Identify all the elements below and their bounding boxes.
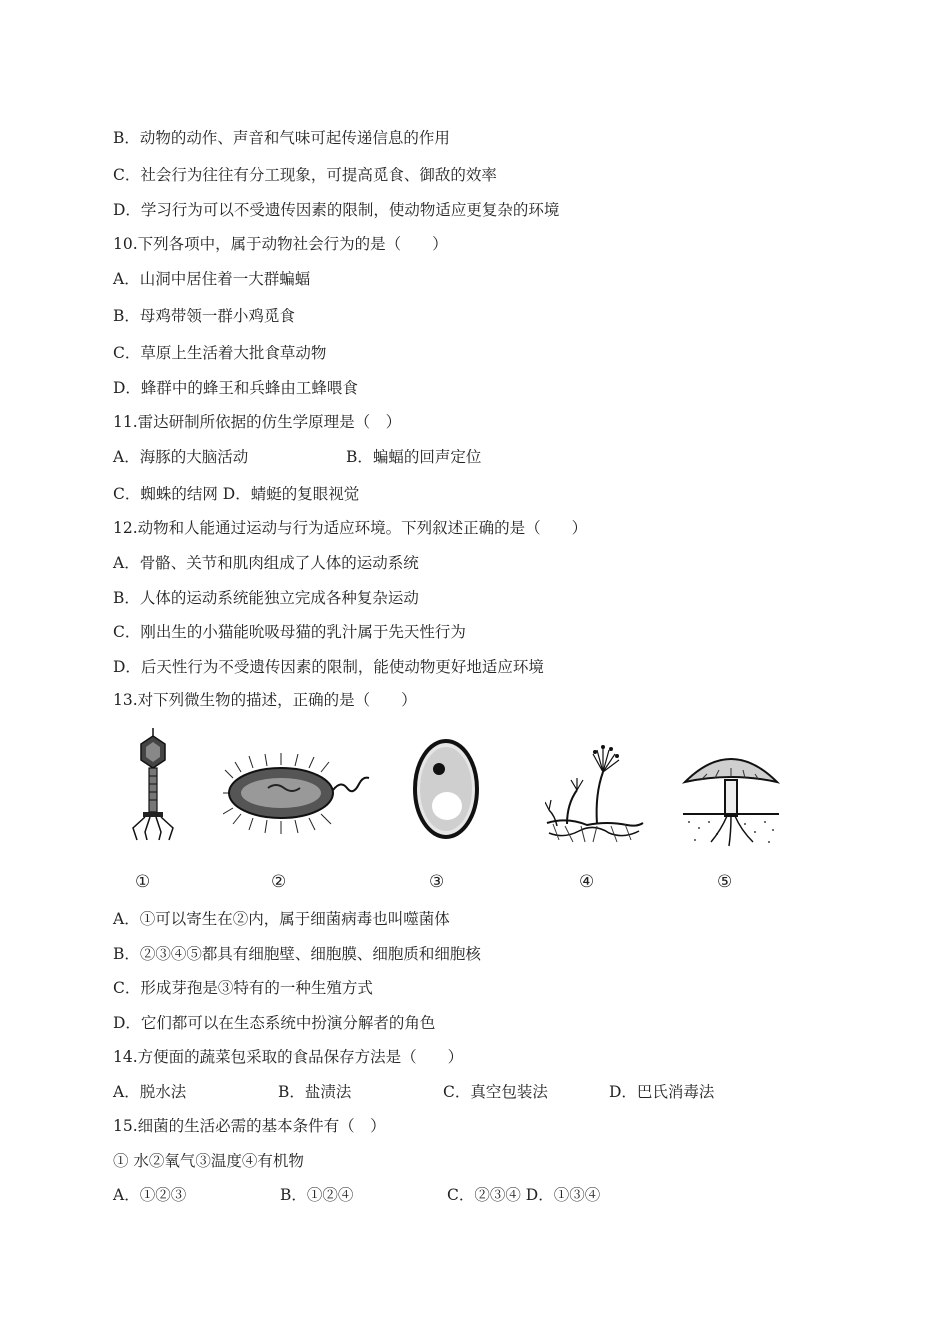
- q11-option-b: B．蝙蝠的回声定位: [346, 448, 482, 466]
- q11-option-a: A．海豚的大脑活动: [113, 448, 249, 466]
- q13-option-c: C．形成芽孢是③特有的一种生殖方式: [113, 979, 373, 997]
- q14-option-c: C．真空包装法: [443, 1083, 548, 1101]
- q9-option-c: C．社会行为往往有分工现象，可提高觅食、御敌的效率: [113, 166, 497, 184]
- q12-option-b: B．人体的运动系统能独立完成各种复杂运动: [113, 589, 419, 607]
- yeast-illustration: [411, 734, 481, 844]
- q12-option-a: A．骨骼、关节和肌肉组成了人体的运动系统: [113, 554, 419, 572]
- mushroom-illustration: [681, 742, 781, 852]
- q13-option-d: D．它们都可以在生态系统中扮演分解者的角色: [113, 1014, 436, 1032]
- q13-option-a: A．①可以寄生在②内，属于细菌病毒也叫噬菌体: [113, 910, 450, 928]
- bacteriophage-illustration: [123, 728, 183, 843]
- q12-stem: 12.动物和人能通过运动与行为适应环境。下列叙述正确的是（ ）: [113, 519, 588, 537]
- q15-option-b: B．①②④: [280, 1186, 354, 1204]
- q11-option-cd: C．蜘蛛的结网 D．蜻蜓的复眼视觉: [113, 485, 360, 503]
- q14-option-a: A．脱水法: [113, 1083, 187, 1101]
- q9-option-d: D．学习行为可以不受遗传因素的限制，使动物适应更复杂的环境: [113, 201, 560, 219]
- q10-option-b: B．母鸡带领一群小鸡觅食: [113, 307, 295, 325]
- q15-option-a: A．①②③: [113, 1186, 187, 1204]
- figure-label-1: ①: [135, 872, 151, 892]
- q10-stem: 10.下列各项中，属于动物社会行为的是（ ）: [113, 235, 448, 253]
- q15-conditions: ① 水②氧气③温度④有机物: [113, 1152, 304, 1170]
- q15-option-cd: C．②③④ D．①③④: [447, 1186, 601, 1204]
- figure-label-2: ②: [271, 872, 287, 892]
- q12-option-d: D．后天性行为不受遗传因素的限制，能使动物更好地适应环境: [113, 658, 544, 676]
- q15-stem: 15.细菌的生活必需的基本条件有（ ）: [113, 1117, 386, 1135]
- q13-stem: 13.对下列微生物的描述，正确的是（ ）: [113, 691, 417, 709]
- q14-option-d: D．巴氏消毒法: [609, 1083, 715, 1101]
- q9-option-b: B．动物的动作、声音和气味可起传递信息的作用: [113, 129, 450, 147]
- q10-option-d: D．蜂群中的蜂王和兵蜂由工蜂喂食: [113, 379, 358, 397]
- q10-option-c: C．草原上生活着大批食草动物: [113, 344, 327, 362]
- figure-label-4: ④: [579, 872, 595, 892]
- q11-stem: 11.雷达研制所依据的仿生学原理是（ ）: [113, 413, 402, 431]
- microorganism-figure: [113, 728, 813, 898]
- q10-option-a: A．山洞中居住着一大群蝙蝠: [113, 270, 311, 288]
- figure-label-5: ⑤: [717, 872, 733, 892]
- q12-option-c: C．刚出生的小猫能吮吸母猫的乳汁属于先天性行为: [113, 623, 466, 641]
- figure-label-3: ③: [429, 872, 445, 892]
- bacterium-illustration: [223, 748, 373, 838]
- mold-illustration: [545, 738, 645, 848]
- q14-stem: 14.方便面的蔬菜包采取的食品保存方法是（ ）: [113, 1048, 464, 1066]
- q13-option-b: B．②③④⑤都具有细胞壁、细胞膜、细胞质和细胞核: [113, 945, 481, 963]
- q14-option-b: B．盐渍法: [278, 1083, 352, 1101]
